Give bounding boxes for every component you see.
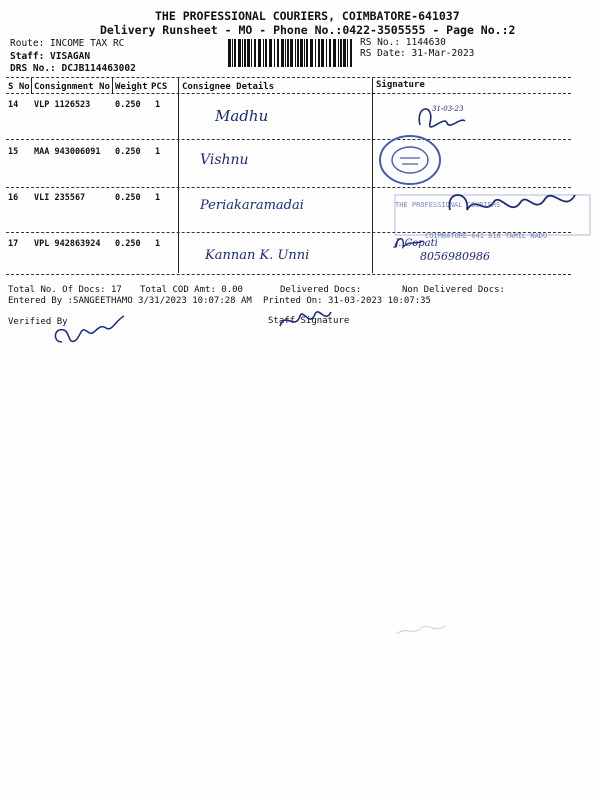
stamp-line-company: THE PROFESSIONAL COURIERS bbox=[395, 201, 501, 209]
barcode-bar bbox=[258, 39, 261, 67]
row-weight: 0.250 bbox=[115, 100, 141, 110]
staff-label: Staff: VISAGAN bbox=[10, 51, 91, 62]
barcode-bar bbox=[306, 39, 308, 67]
row-consignment: MAA 943006091 bbox=[34, 147, 101, 157]
barcode-bar bbox=[326, 39, 327, 67]
barcode-bar bbox=[287, 39, 289, 67]
barcode-bar bbox=[247, 39, 250, 67]
row-consignment: VLP 1126523 bbox=[34, 100, 91, 110]
barcode-bar bbox=[234, 39, 236, 67]
printed-on: Printed On: 31-03-2023 10:07:35 bbox=[263, 296, 431, 306]
row-sno: 15 bbox=[8, 147, 19, 157]
header-consignee: Consignee Details bbox=[182, 82, 275, 92]
barcode-bar bbox=[265, 39, 267, 67]
barcode-bar bbox=[318, 39, 320, 67]
col-divider bbox=[112, 78, 113, 94]
barcode-bar bbox=[343, 39, 346, 67]
header-pcs: PCS bbox=[151, 82, 168, 92]
route-label: Route: INCOME TAX RC bbox=[10, 38, 125, 49]
barcode-bar bbox=[263, 39, 264, 67]
barcode-bar bbox=[329, 39, 331, 67]
staff-signature-scribble bbox=[275, 306, 335, 336]
verified-by-signature bbox=[50, 312, 130, 357]
barcode-bar bbox=[242, 39, 243, 67]
staff-signature-label: Staff Signature bbox=[268, 316, 350, 326]
barcode-bar bbox=[290, 39, 293, 67]
row-consignee-handwritten: Vishnu bbox=[200, 152, 249, 168]
row-sno: 16 bbox=[8, 193, 19, 203]
signature-phone-note: 8056980986 bbox=[420, 250, 490, 263]
barcode-bar bbox=[295, 39, 296, 67]
barcode-bar bbox=[244, 39, 246, 67]
row-sno: 14 bbox=[8, 100, 19, 110]
entered-by: Entered By :SANGEETHAMO 3/31/2023 10:07:28 AM bbox=[8, 296, 252, 306]
rs-date: RS Date: 31-Mar-2023 bbox=[360, 48, 475, 59]
barcode-bar bbox=[274, 39, 275, 67]
header-weight: Weight bbox=[115, 82, 148, 92]
barcode-bar bbox=[232, 39, 233, 67]
barcode-bar bbox=[251, 39, 252, 67]
row-pcs: 1 bbox=[155, 100, 161, 110]
barcode-bar bbox=[333, 39, 336, 67]
barcode-bar bbox=[310, 39, 313, 67]
header-consignment: Consignment No bbox=[34, 82, 110, 92]
barcode-bar bbox=[285, 39, 286, 67]
total-cod: Total COD Amt: 0.00 bbox=[140, 285, 243, 295]
drs-label: DRS No.: DCJB114463002 bbox=[10, 63, 136, 74]
row-consignee-handwritten: Madhu bbox=[215, 107, 269, 125]
signature-date-note: 31-03-23 bbox=[432, 105, 464, 113]
row-weight: 0.250 bbox=[115, 147, 141, 157]
barcode-bar bbox=[350, 39, 352, 67]
barcode-bar bbox=[238, 39, 241, 67]
delivered-docs: Delivered Docs: bbox=[280, 285, 362, 295]
barcode-bar bbox=[300, 39, 303, 67]
barcode-bar bbox=[228, 39, 231, 67]
row-sno: 17 bbox=[8, 239, 19, 249]
verified-by-label: Verified By bbox=[8, 317, 68, 327]
barcode-bar bbox=[277, 39, 279, 67]
row-pcs: 1 bbox=[155, 147, 161, 157]
table-header-rule bbox=[6, 93, 571, 94]
barcode-bar bbox=[281, 39, 284, 67]
barcode-bar bbox=[269, 39, 272, 67]
barcode-bar bbox=[304, 39, 305, 67]
header-signature: Signature bbox=[376, 80, 425, 90]
row-pcs: 1 bbox=[155, 193, 161, 203]
col-divider bbox=[372, 78, 373, 273]
col-divider bbox=[178, 78, 179, 273]
barcode-bar bbox=[297, 39, 299, 67]
barcode-bar bbox=[340, 39, 342, 67]
row-weight: 0.250 bbox=[115, 193, 141, 203]
company-title: THE PROFESSIONAL COURIERS, COIMBATORE-641037 bbox=[155, 9, 460, 23]
row-pcs: 1 bbox=[155, 239, 161, 249]
total-docs: Total No. Of Docs: 17 bbox=[8, 285, 122, 295]
barcode-bar bbox=[347, 39, 348, 67]
barcode-bar bbox=[315, 39, 316, 67]
faint-mark bbox=[395, 620, 455, 640]
header-sno: S No bbox=[8, 82, 30, 92]
table-top-rule bbox=[6, 77, 571, 78]
stamp-line-address: COIMBATORE-641 018 TAMIL NADU bbox=[425, 232, 548, 240]
barcode-bar bbox=[254, 39, 256, 67]
runsheet-title: Delivery Runsheet - MO - Phone No.:0422-3505555 - Page No.:2 bbox=[100, 23, 516, 37]
barcode-bar bbox=[321, 39, 324, 67]
barcode-bar bbox=[338, 39, 339, 67]
barcode bbox=[228, 39, 353, 67]
row-consignee-handwritten: Periakaramadai bbox=[200, 198, 304, 213]
row-weight: 0.250 bbox=[115, 239, 141, 249]
rs-number: RS No.: 1144630 bbox=[360, 37, 446, 48]
row-consignment: VPL 942863924 bbox=[34, 239, 101, 249]
row-consignee-handwritten: Kannan K. Unni bbox=[205, 248, 310, 263]
col-divider bbox=[31, 78, 32, 94]
signature-name-note: J. Copati bbox=[395, 238, 438, 249]
row-consignment: VLI 235567 bbox=[34, 193, 86, 203]
non-delivered-docs: Non Delivered Docs: bbox=[402, 285, 505, 295]
